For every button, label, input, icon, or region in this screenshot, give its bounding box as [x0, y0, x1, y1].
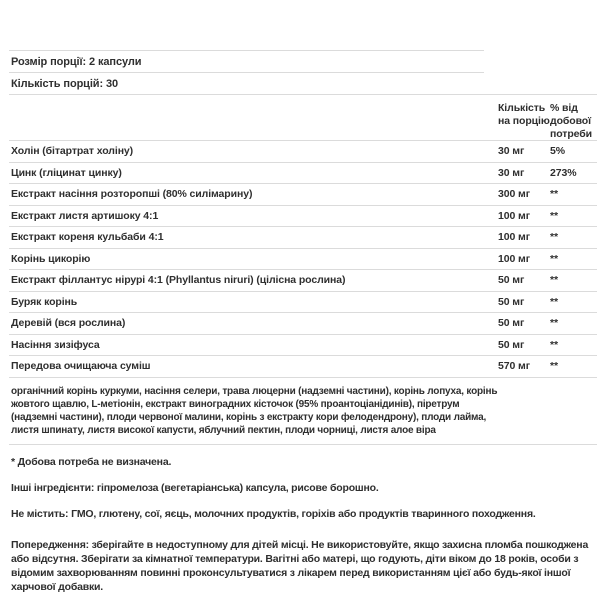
ingredient-dv: **	[550, 274, 558, 287]
ingredient-amount: 30 мг	[498, 145, 525, 158]
ingredient-amount: 300 мг	[498, 188, 530, 201]
ingredient-amount: 30 мг	[498, 166, 525, 179]
ingredient-name: Холін (бітартрат холіну)	[11, 145, 134, 158]
ingredient-name: Корінь цикорію	[11, 252, 91, 265]
ingredient-amount: 50 мг	[498, 274, 525, 287]
ingredient-dv: **	[550, 360, 558, 373]
ingredient-amount: 570 мг	[498, 360, 530, 373]
header-amount-per-serving: Кількість на порцію	[498, 102, 550, 127]
table-row	[9, 334, 597, 356]
facts-table-header	[9, 94, 597, 140]
table-row	[9, 248, 597, 270]
blend-ingredients-text: органічний корінь куркуми, насіння селери, трава люцерни (надземні частини), корінь лопуха, корінь жовтого щавлю, L-метіонін, екстракт виноградних кісточок (95% проантоціанідинів), піретрум (надземні частини), плоди червоної малини, корінь з екстракту кори фелодендрону), плоди лайма, листя шпинату, листя високої капусти, яблучний пектин, плоди чорниці, листя алое віра	[11, 385, 498, 436]
ingredient-dv: **	[550, 231, 558, 244]
warning-text: Попередження: зберігайте в недоступному для дітей місці. Не використовуйте, якщо захисна пломба пошкоджена або відсутня. Зберігати за кімнатної температури. Вагітні або матері, що годують, діти віком до 18 років, особи з відомим захворюванням повинні проконсультуватися з лікарем перед використанням цієї або будь-якої іншої харчової добавки.	[11, 538, 589, 593]
table-row	[9, 355, 597, 377]
ingredient-name: Насіння зизіфуса	[11, 338, 100, 351]
servings-count-row	[9, 72, 484, 94]
table-row	[9, 226, 597, 248]
table-row	[9, 269, 597, 291]
servings-count-text: Кількість порцій: 30	[11, 77, 119, 90]
table-row	[9, 291, 597, 313]
ingredient-dv: **	[550, 317, 558, 330]
ingredient-dv: **	[550, 295, 558, 308]
ingredient-amount: 100 мг	[498, 252, 530, 265]
ingredient-dv: 273%	[550, 166, 577, 179]
ingredient-name: Передова очищаюча суміш	[11, 360, 151, 373]
ingredient-name: Екстракт філлантус нірурі 4:1 (Phyllantus niruri) (цілісна рослина)	[11, 274, 346, 287]
table-row	[9, 312, 597, 334]
ingredient-name: Екстракт насіння розторопші (80% силімарину)	[11, 188, 253, 201]
table-row	[9, 205, 597, 227]
ingredient-name: Екстракт кореня кульбаби 4:1	[11, 231, 164, 244]
table-row	[9, 162, 597, 184]
daily-value-footnote: * Добова потреба не визначена.	[11, 455, 172, 468]
other-ingredients-text: Інші інгредієнти: гіпромелоза (вегетаріанська) капсула, рисове борошно.	[11, 481, 379, 494]
ingredient-amount: 50 мг	[498, 295, 525, 308]
ingredient-amount: 100 мг	[498, 209, 530, 222]
table-row	[9, 183, 597, 205]
table-row	[9, 140, 597, 162]
ingredient-dv: **	[550, 252, 558, 265]
header-percent-daily-value: % від добової потреби	[550, 102, 592, 140]
ingredient-name: Буряк корінь	[11, 295, 78, 308]
ingredient-dv: **	[550, 209, 558, 222]
ingredient-amount: 50 мг	[498, 338, 525, 351]
blend-ingredients-section	[9, 377, 597, 445]
serving-size-row	[9, 50, 484, 72]
ingredient-amount: 100 мг	[498, 231, 530, 244]
does-not-contain-text: Не містить: ГМО, глютену, сої, яєць, молочних продуктів, горіхів або продуктів тваринного походження.	[11, 507, 536, 520]
ingredient-dv: 5%	[550, 145, 565, 158]
ingredient-amount: 50 мг	[498, 317, 525, 330]
ingredient-name: Екстракт листя артишоку 4:1	[11, 209, 159, 222]
ingredient-dv: **	[550, 188, 558, 201]
ingredient-name: Деревій (вся рослина)	[11, 317, 126, 330]
serving-size-text: Розмір порції: 2 капсули	[11, 55, 142, 68]
ingredient-dv: **	[550, 338, 558, 351]
ingredient-name: Цинк (гліцинат цинку)	[11, 166, 122, 179]
facts-table	[9, 94, 597, 377]
